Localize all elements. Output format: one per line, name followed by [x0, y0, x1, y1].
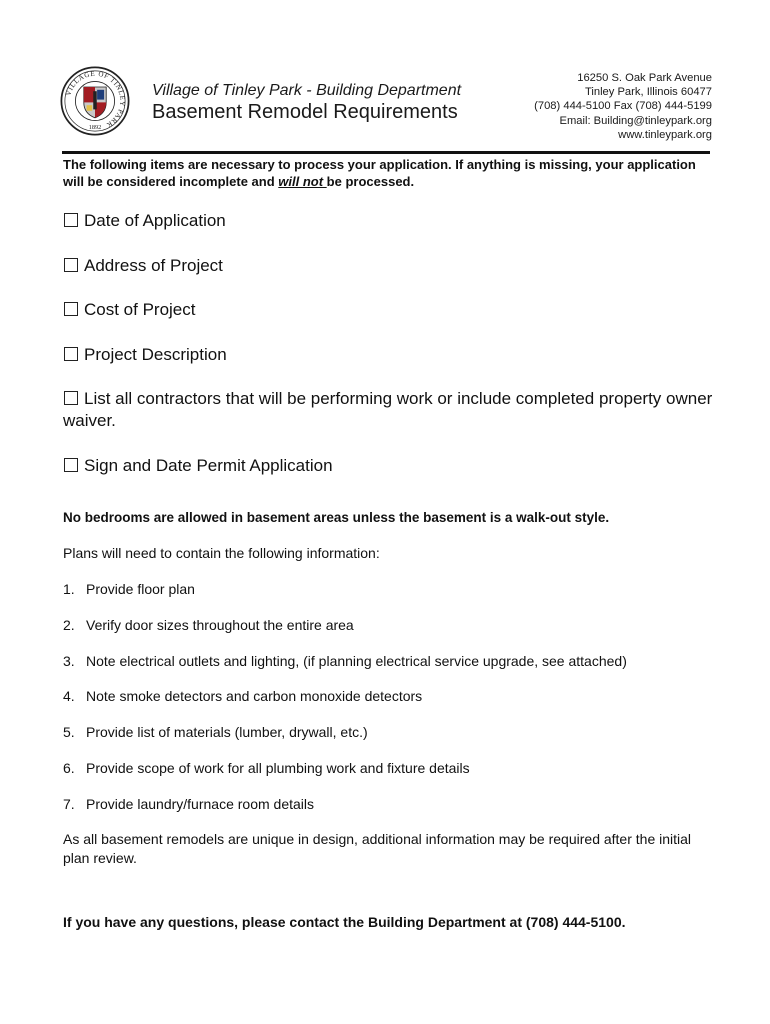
checklist-label: Date of Application: [84, 211, 226, 230]
email-line: Email: Building@tinleypark.org: [559, 114, 712, 127]
checklist-label: List all contractors that will be performing work or include completed property owner waiver.: [63, 389, 713, 430]
plan-item: [63, 580, 627, 616]
department-name: Village of Tinley Park - Building Department: [152, 82, 462, 99]
plan-item: [63, 687, 627, 723]
plan-item-number: 2.: [63, 616, 75, 633]
plan-item-text: Verify door sizes throughout the entire area: [86, 616, 354, 633]
plan-item-text: Provide scope of work for all plumbing work and fixture details: [86, 759, 470, 776]
intro-text-end: be processed.: [326, 174, 415, 189]
checklist-label: Project Description: [84, 344, 227, 364]
plan-item: [63, 652, 627, 688]
intro-paragraph: [63, 156, 713, 190]
website-line: www.tinleypark.org: [618, 128, 712, 141]
header-divider: [62, 151, 710, 154]
plan-item: [63, 616, 627, 652]
intro-text: The following items are necessary to process your application. If anything is missing, your application will be considered incomplete and: [63, 157, 696, 189]
plan-item-number: 6.: [63, 759, 75, 776]
plan-item-number: 4.: [63, 688, 75, 705]
checkbox-icon[interactable]: [64, 258, 78, 272]
plan-item-text: Provide list of materials (lumber, drywall, etc.): [86, 724, 368, 741]
checkbox-icon[interactable]: [64, 347, 78, 361]
checklist-item: [63, 344, 713, 366]
seal-year: 1892: [88, 124, 102, 131]
closing-paragraph: As all basement remodels are unique in design, additional information may be required after the initial plan review.: [63, 831, 692, 866]
checklist-label: Sign and Date Permit Application: [84, 455, 333, 475]
checklist-label: Address of Project: [84, 255, 223, 275]
checklist-item: [63, 210, 713, 232]
plan-item-number: 3.: [63, 652, 75, 669]
checkbox-icon[interactable]: [64, 458, 78, 472]
plan-item: [63, 723, 627, 759]
checklist-item: [63, 299, 713, 321]
plans-intro: Plans will need to contain the following information:: [63, 545, 380, 561]
contact-note: If you have any questions, please contact the Building Department at (708) 444-5100.: [63, 914, 626, 930]
plan-item-text: Note smoke detectors and carbon monoxide detectors: [86, 688, 423, 705]
address-line: 16250 S. Oak Park Avenue: [577, 72, 712, 84]
plan-item-number: 7.: [63, 795, 75, 812]
intro-emphasis: will not: [278, 174, 327, 189]
plan-item-number: 5.: [63, 724, 75, 741]
required-items-checklist: [63, 210, 713, 477]
checkbox-icon[interactable]: [64, 302, 78, 316]
plan-item-text: Note electrical outlets and lighting, (if planning electrical service upgrade, see attached): [86, 652, 627, 669]
checklist-item: [63, 455, 713, 477]
seal-text: VILLAGE OF TINLEY PARK: [64, 69, 127, 130]
plan-item-text: Provide floor plan: [86, 581, 195, 597]
plan-item: [63, 759, 627, 795]
checkbox-icon[interactable]: [64, 391, 78, 405]
checklist-label: Cost of Project: [84, 300, 196, 319]
phone-fax-line: (708) 444-5100 Fax (708) 444-5199: [534, 100, 712, 113]
checklist-item: [63, 388, 713, 432]
contact-block: [472, 71, 712, 142]
plan-item-text: Provide laundry/furnace room details: [86, 795, 315, 812]
bedroom-restriction-note: No bedrooms are allowed in basement areas unless the basement is a walk-out style.: [63, 510, 610, 525]
checklist-item: [63, 255, 713, 277]
plan-requirements-list: [63, 580, 627, 831]
document-title: Basement Remodel Requirements: [152, 101, 458, 123]
address-line: Tinley Park, Illinois 60477: [584, 86, 712, 99]
plan-item: [63, 795, 627, 831]
village-seal-icon: [60, 66, 130, 136]
plan-item-number: 1.: [63, 581, 75, 597]
checkbox-icon[interactable]: [64, 213, 78, 227]
